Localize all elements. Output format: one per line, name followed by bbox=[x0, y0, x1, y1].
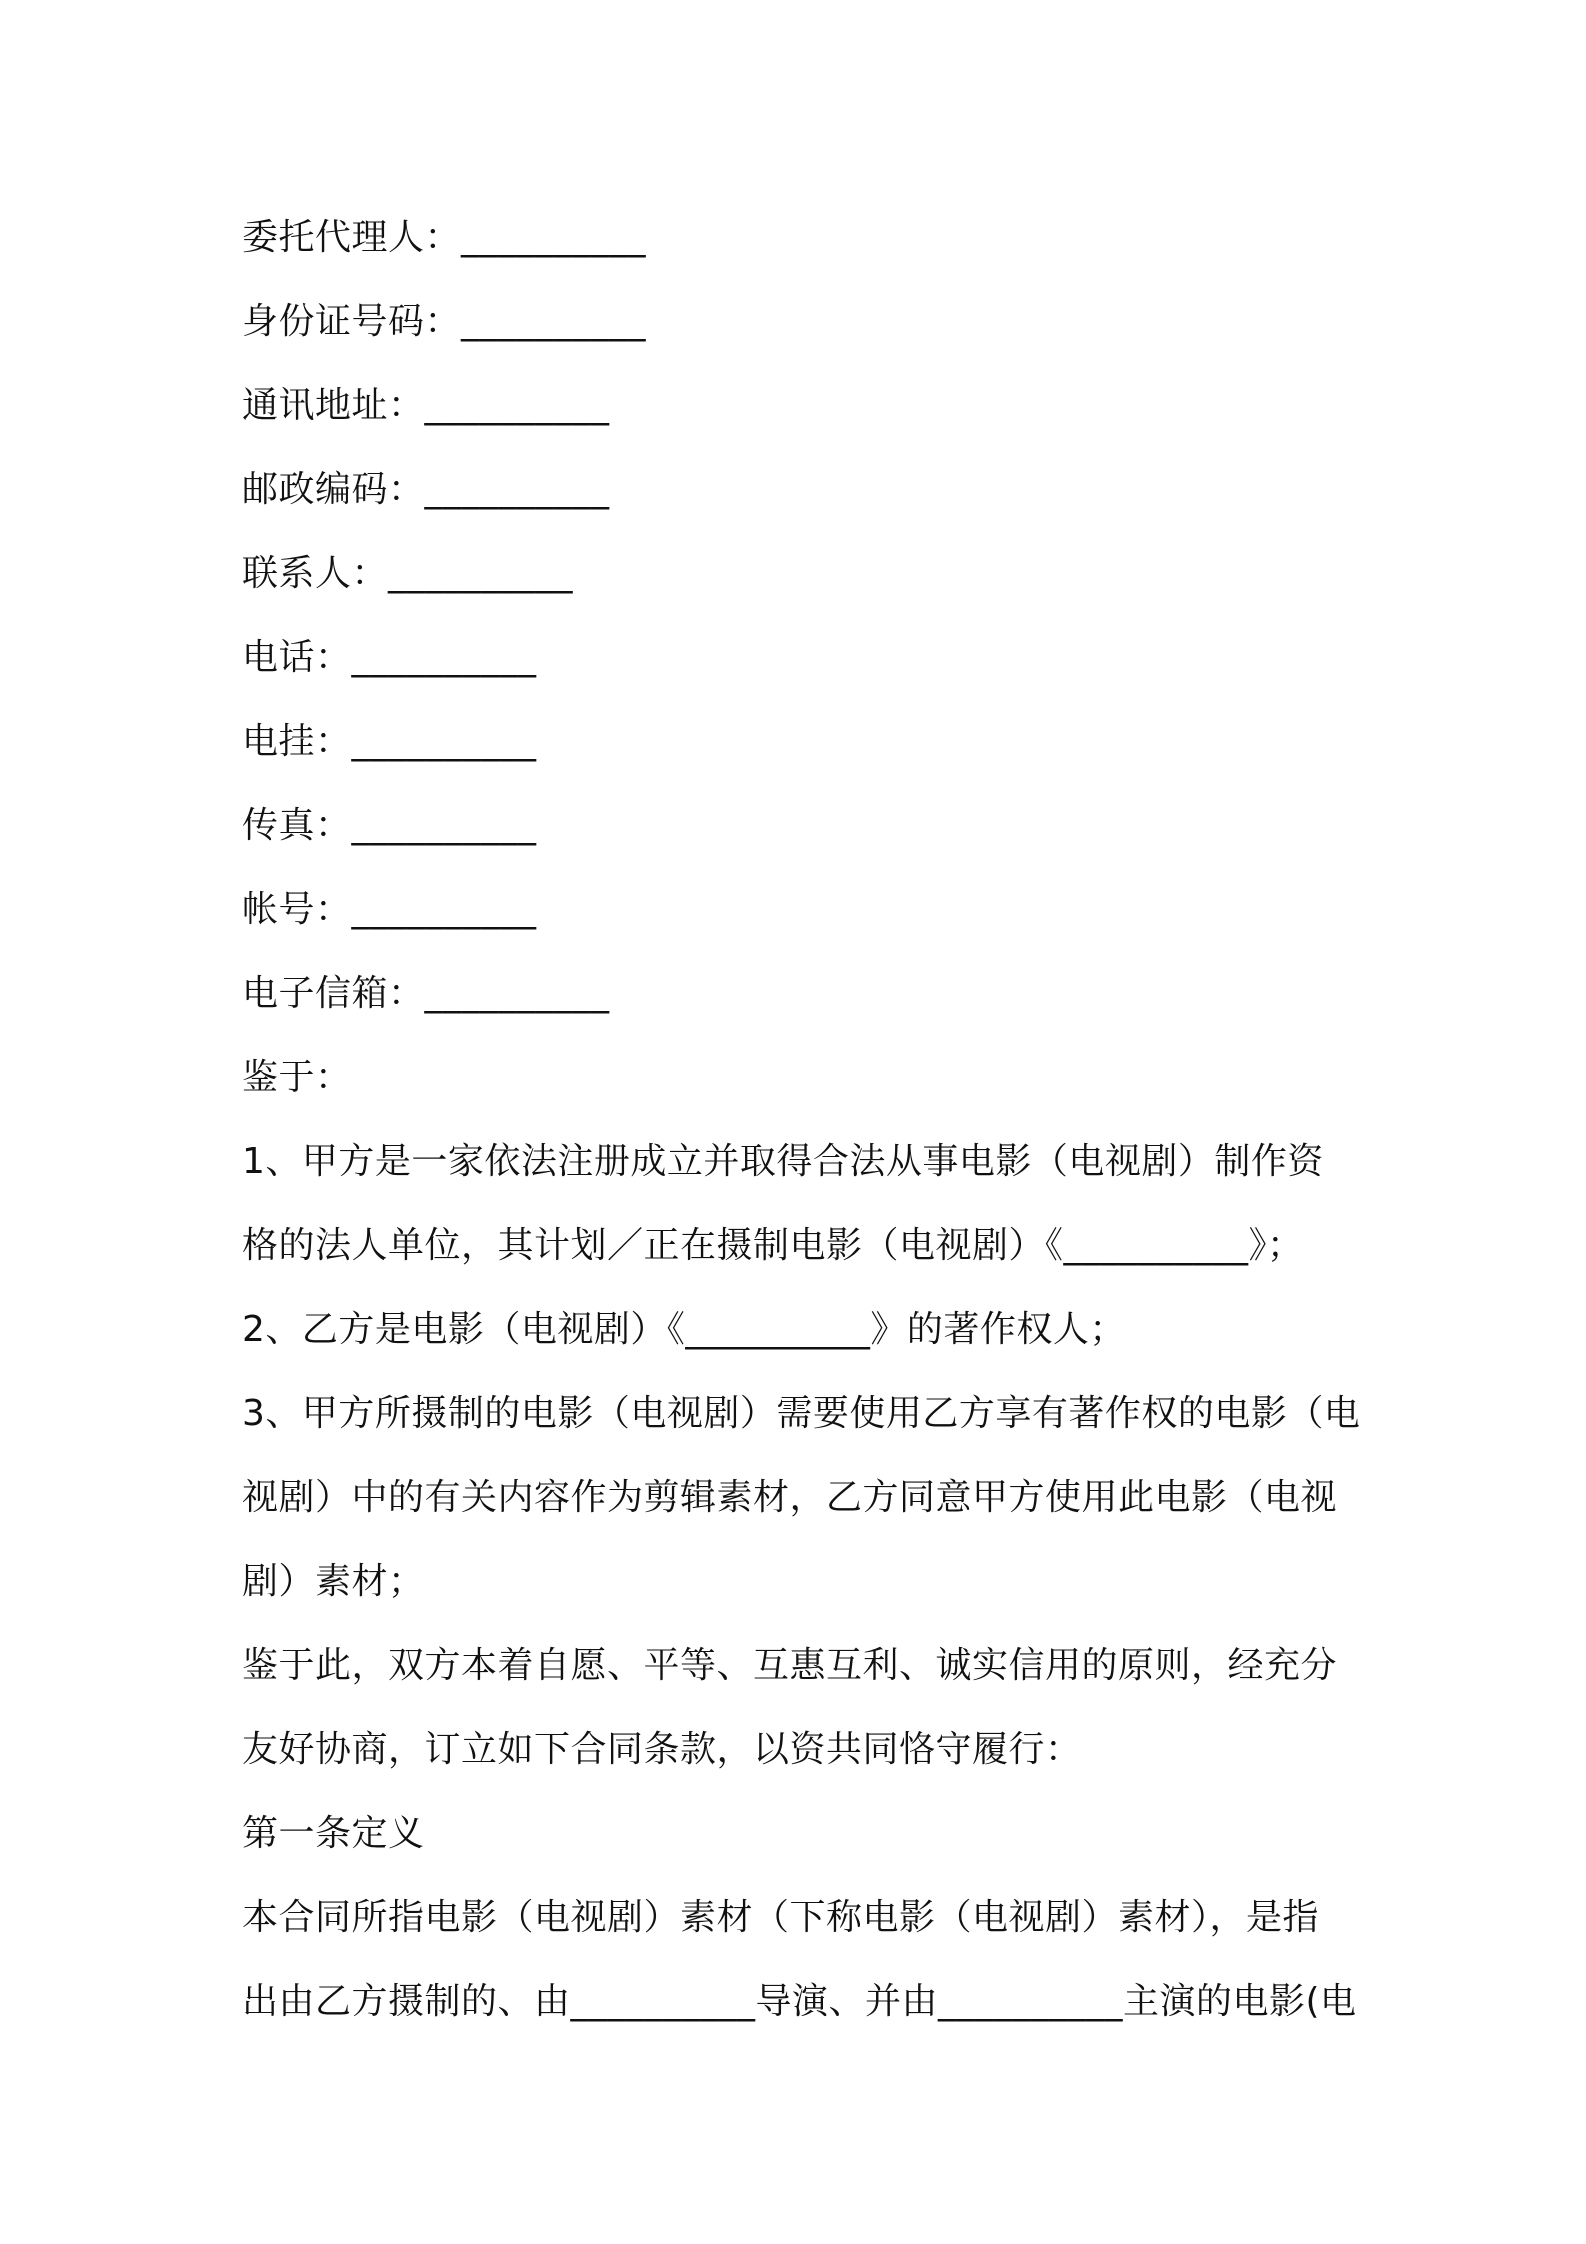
whereas-heading: 鉴于： bbox=[242, 1057, 352, 1098]
article-1-heading: 第一条定义 bbox=[242, 1813, 425, 1854]
id-number-field: 身份证号码：__________ bbox=[242, 301, 647, 342]
phone-field: 电话：__________ bbox=[242, 637, 537, 678]
contact-person-field: 联系人：__________ bbox=[242, 553, 574, 594]
postal-code-field: 邮政编码：__________ bbox=[242, 469, 610, 510]
whereas-clause-2: 2、乙方是电影（电视剧）《__________》的著作权人； bbox=[242, 1309, 1126, 1350]
cable-field: 电挂：__________ bbox=[242, 721, 537, 762]
article-1-text-line-2: 出由乙方摄制的、由__________导演、并由__________主演的电影(电 bbox=[242, 1981, 1357, 2022]
agent-field: 委托代理人：__________ bbox=[242, 217, 647, 258]
fax-field: 传真：__________ bbox=[242, 805, 537, 846]
email-field: 电子信箱：__________ bbox=[242, 973, 610, 1014]
whereas-clause-3-line-1: 3、甲方所摄制的电影（电视剧）需要使用乙方享有著作权的电影（电 bbox=[242, 1393, 1361, 1434]
whereas-clause-1-line-2: 格的法人单位，其计划／正在摄制电影（电视剧）《__________》； bbox=[242, 1225, 1304, 1266]
whereas-clause-3-line-3: 剧）素材； bbox=[242, 1561, 425, 1602]
article-1-text-line-1: 本合同所指电影（电视剧）素材（下称电影（电视剧）素材），是指 bbox=[242, 1897, 1320, 1938]
whereas-clause-1-line-1: 1、甲方是一家依法注册成立并取得合法从事电影（电视剧）制作资 bbox=[242, 1141, 1324, 1182]
whereas-clause-3-line-2: 视剧）中的有关内容作为剪辑素材，乙方同意甲方使用此电影（电视 bbox=[242, 1477, 1338, 1518]
document-body bbox=[242, 196, 1362, 2044]
agreement-intro-line-2: 友好协商，订立如下合同条款，以资共同恪守履行： bbox=[242, 1729, 1082, 1770]
address-field: 通讯地址：__________ bbox=[242, 385, 610, 426]
account-field: 帐号：__________ bbox=[242, 889, 537, 930]
agreement-intro-line-1: 鉴于此，双方本着自愿、平等、互惠互利、诚实信用的原则，经充分 bbox=[242, 1645, 1338, 1686]
